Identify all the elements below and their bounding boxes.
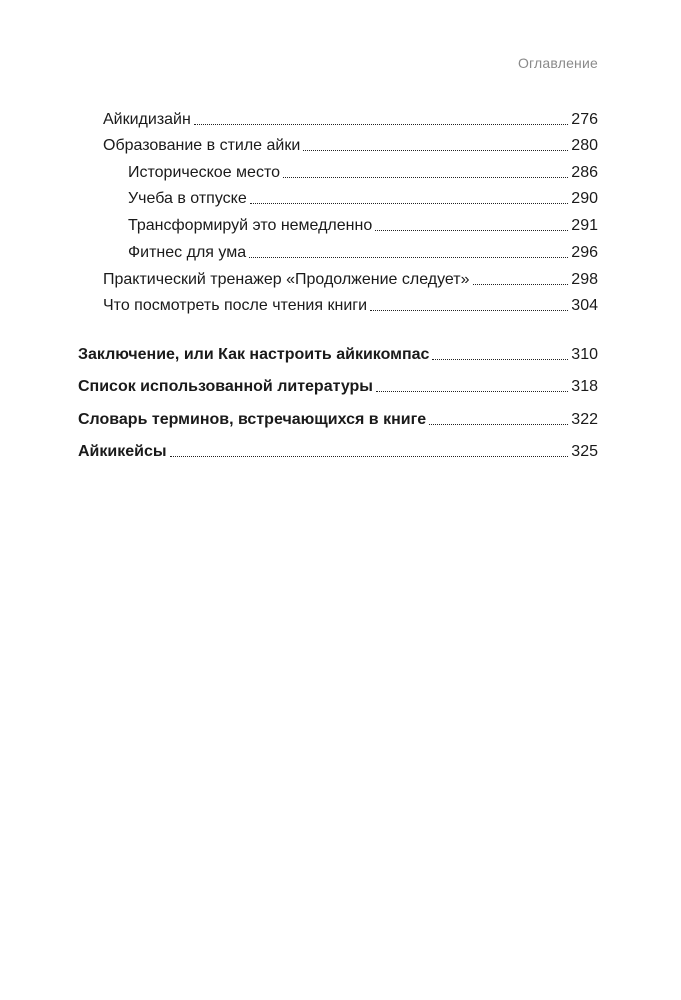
toc-entry[interactable]: [128, 239, 598, 263]
toc-entry[interactable]: [78, 406, 598, 430]
toc-entry-title: Образование в стиле айки: [103, 137, 301, 154]
toc-entry-page: 280: [571, 137, 598, 154]
toc-entry-title: Фитнес для ума: [128, 244, 247, 261]
toc-entry-title: Практический тренажер «Продолжение следует»: [103, 271, 470, 288]
toc-entry-page: 310: [571, 346, 598, 363]
toc-entry-page: 290: [571, 190, 598, 207]
toc-dot-leader: [194, 123, 568, 125]
toc-entry[interactable]: [78, 341, 598, 365]
toc-entry-title: Историческое место: [128, 164, 280, 181]
toc-entry-title: Список использованной литературы: [78, 378, 373, 395]
toc-dot-leader: [249, 256, 568, 258]
toc-entry[interactable]: [78, 438, 598, 462]
toc-entry-title: Учеба в отпуске: [128, 190, 247, 207]
toc-entry-page: 298: [571, 271, 598, 288]
toc-entry[interactable]: [128, 185, 598, 209]
toc-entry-page: 322: [571, 411, 598, 428]
toc-entry-title: Что посмотреть после чтения книги: [103, 297, 368, 314]
toc-entry[interactable]: [103, 106, 598, 130]
toc-dot-leader: [283, 176, 568, 178]
toc-dot-leader: [303, 149, 568, 151]
toc-entry-title: Айкикейсы: [78, 443, 167, 460]
toc-entry-title: Трансформируй это немедленно: [128, 217, 373, 234]
toc-dot-leader: [432, 358, 568, 360]
toc-entry-page: 276: [571, 111, 598, 128]
toc-entry[interactable]: [78, 373, 598, 397]
toc-entry[interactable]: [103, 266, 598, 290]
toc-dot-leader: [376, 390, 568, 392]
toc-entry-page: 304: [571, 297, 598, 314]
toc-dot-leader: [370, 309, 568, 311]
toc-dot-leader: [375, 229, 568, 231]
toc-entry-page: 318: [571, 378, 598, 395]
toc-entry[interactable]: [103, 132, 598, 156]
toc-dot-leader: [429, 423, 568, 425]
toc-entry-page: 286: [571, 164, 598, 181]
toc-entry[interactable]: [128, 159, 598, 183]
toc-dot-leader: [170, 455, 569, 457]
toc-dot-leader: [473, 283, 569, 285]
toc-dot-leader: [250, 202, 569, 204]
toc-entry[interactable]: [128, 212, 598, 236]
toc-entry-title: Словарь терминов, встречающихся в книге: [78, 411, 427, 428]
running-head-title: Оглавление: [517, 55, 598, 71]
toc-entry-page: 325: [571, 443, 598, 460]
toc-entry-page: 296: [571, 244, 598, 261]
toc-entry-page: 291: [571, 217, 598, 234]
toc-entry-title: Айкидизайн: [103, 111, 191, 128]
toc-entry[interactable]: [103, 292, 598, 316]
toc-entry-title: Заключение, или Как настроить айкикомпас: [78, 346, 430, 363]
